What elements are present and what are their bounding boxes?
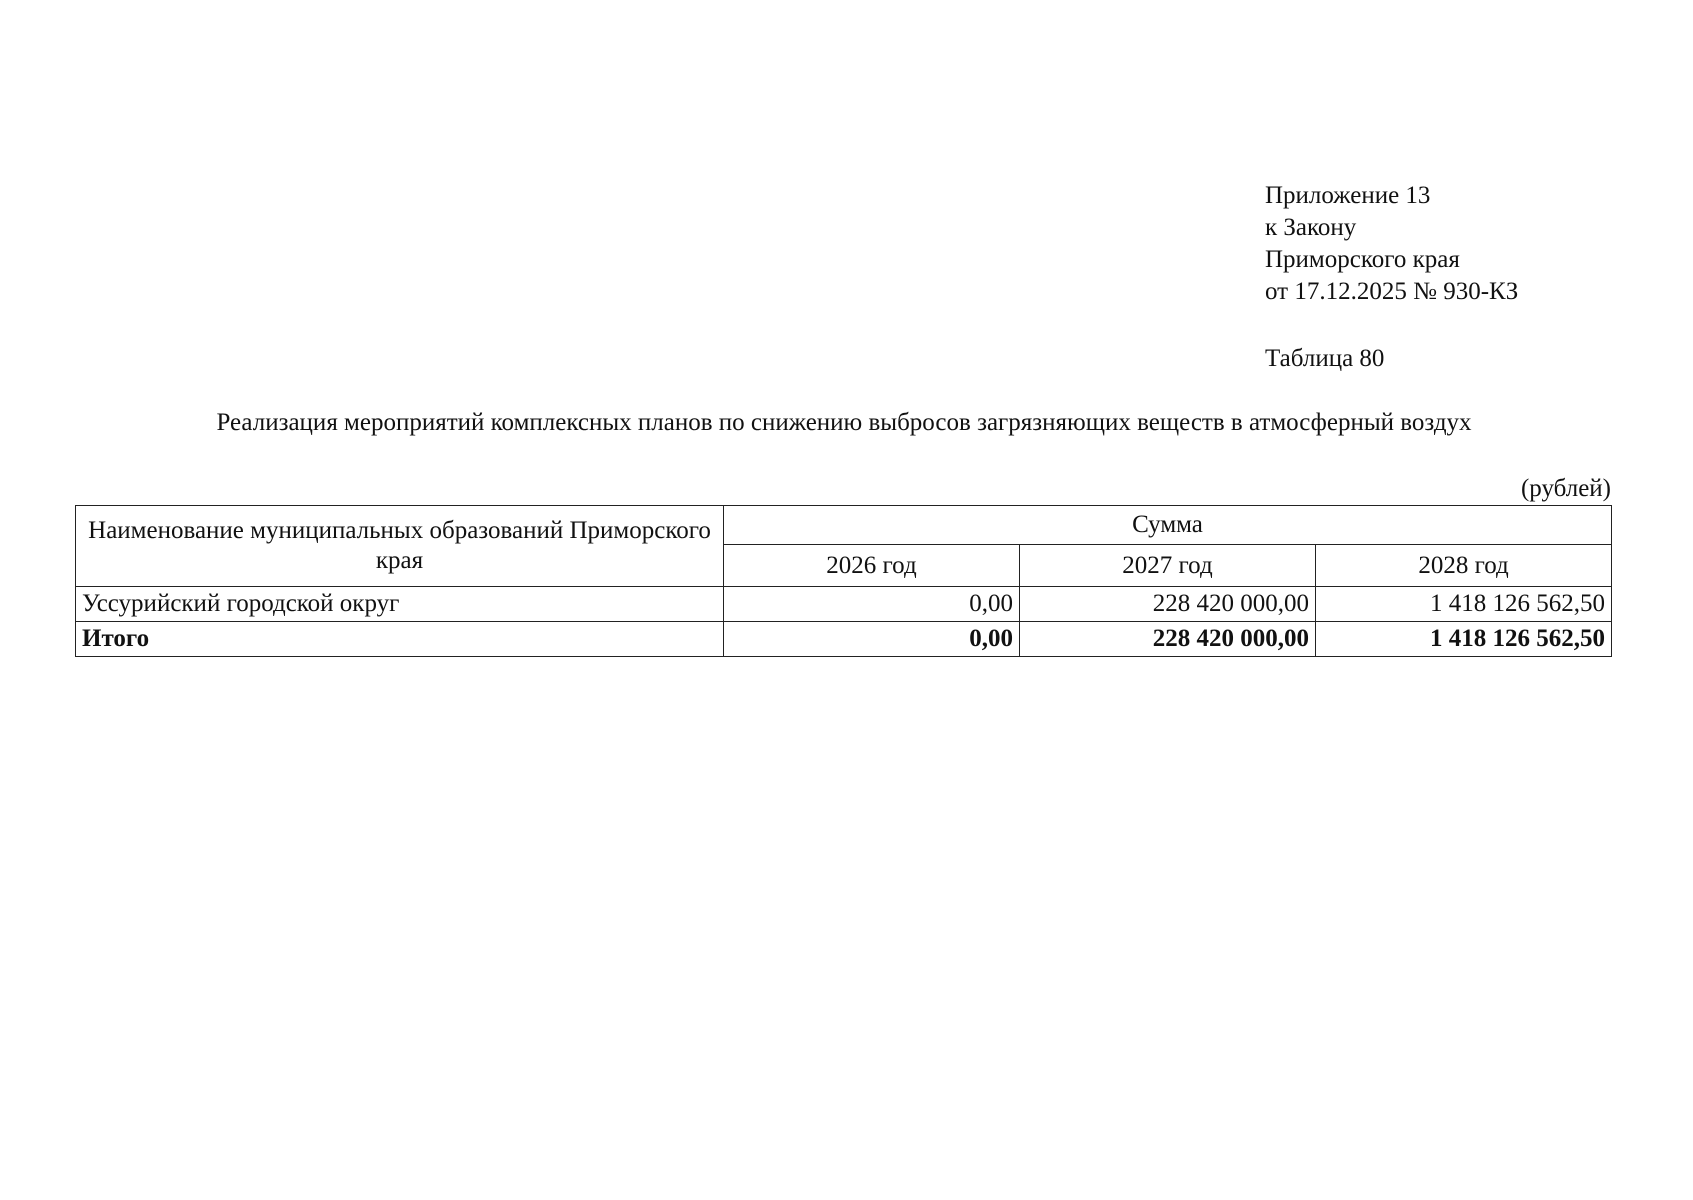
value-2028: 1 418 126 562,50 xyxy=(1316,587,1612,622)
value-2027: 228 420 000,00 xyxy=(1020,587,1316,622)
sum-column-header: Сумма xyxy=(724,506,1612,545)
municipality-column-header: Наименование муниципальных образований Приморского края xyxy=(76,506,724,587)
total-label: Итого xyxy=(76,622,724,657)
total-2027: 228 420 000,00 xyxy=(1020,622,1316,657)
appendix-law-ref: к Закону xyxy=(1265,214,1357,241)
budget-table xyxy=(75,505,1612,657)
total-2028: 1 418 126 562,50 xyxy=(1316,622,1612,657)
value-2026: 0,00 xyxy=(724,587,1020,622)
table-number: Таблица 80 xyxy=(1265,345,1385,372)
year-2027-header: 2027 год xyxy=(1020,545,1316,587)
total-2026: 0,00 xyxy=(724,622,1020,657)
appendix-number: Приложение 13 xyxy=(1265,182,1431,209)
year-2028-header: 2028 год xyxy=(1316,545,1612,587)
municipality-name: Уссурийский городской округ xyxy=(76,587,724,622)
appendix-region: Приморского края xyxy=(1265,246,1460,273)
total-row xyxy=(76,622,1612,657)
appendix-date-number: от 17.12.2025 № 930-КЗ xyxy=(1265,278,1519,305)
table-row xyxy=(76,587,1612,622)
appendix-block xyxy=(1265,180,1518,308)
units-label: (рублей) xyxy=(1520,475,1611,502)
document-title: Реализация мероприятий комплексных планов по снижению выбросов загрязняющих веществ в атмосферный воздух xyxy=(216,409,1472,436)
year-2026-header: 2026 год xyxy=(724,545,1020,587)
